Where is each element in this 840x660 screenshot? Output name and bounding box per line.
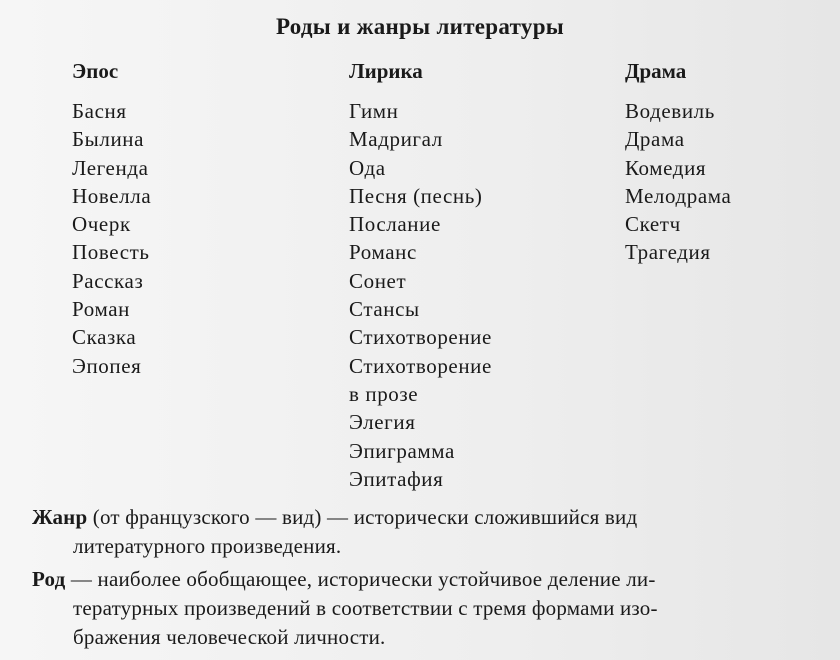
term: Род <box>32 567 66 591</box>
genre-item: Водевиль <box>625 99 715 123</box>
genre-item: Эпопея <box>72 353 142 378</box>
column-drama <box>625 57 731 267</box>
genre-item: Скетч <box>625 212 681 237</box>
genre-list <box>625 97 731 267</box>
genre-item: Комедия <box>625 155 707 180</box>
genre-item: Стихотворение <box>349 325 492 350</box>
genre-item: в прозе <box>349 381 419 406</box>
genre-list <box>349 97 492 493</box>
definition-genre <box>32 503 832 532</box>
genre-item: Повесть <box>72 240 150 265</box>
column-heading: Лирика <box>349 59 423 83</box>
genre-item: Песня (песнь) <box>349 183 483 208</box>
column-lyrics <box>349 57 492 493</box>
genre-item: Гимн <box>349 99 399 123</box>
definition-text: тературных произведений в соответствии с тремя формами изо- <box>73 596 658 620</box>
genre-item: Легенда <box>72 155 149 180</box>
genre-item: Эпитафия <box>349 466 444 491</box>
genre-item: Элегия <box>349 410 416 435</box>
genre-item: Ода <box>349 155 386 180</box>
definition-text: (от французского — вид) — исторически сложившийся вид <box>87 505 638 529</box>
column-epos <box>72 57 151 380</box>
definition-text: — наиболее обобщающее, исторически устойчивое деление ли- <box>65 567 656 591</box>
genre-item: Романс <box>349 240 417 265</box>
genre-item: Стансы <box>349 297 420 322</box>
definition-text: бражения человеческой личности. <box>73 625 386 649</box>
genre-item: Трагедия <box>625 240 711 265</box>
genre-item: Послание <box>349 212 441 237</box>
genre-item: Новелла <box>72 183 152 208</box>
definition-text: литературного произведения. <box>73 534 342 558</box>
genre-item: Сказка <box>72 325 137 350</box>
definitions <box>32 503 832 652</box>
genre-item: Эпиграмма <box>349 438 455 463</box>
column-heading: Эпос <box>72 59 119 83</box>
genre-item: Рассказ <box>72 268 144 293</box>
genre-list <box>72 97 151 380</box>
column-heading: Драма <box>625 59 687 83</box>
genre-item: Драма <box>625 127 685 152</box>
genre-item: Басня <box>72 99 127 123</box>
genre-item: Мелодрама <box>625 183 732 208</box>
genre-item: Роман <box>72 297 130 322</box>
definition-kind <box>32 565 832 594</box>
genre-item: Былина <box>72 127 145 152</box>
genre-item: Мадригал <box>349 127 443 152</box>
term: Жанр <box>32 505 88 529</box>
genre-item: Стихотворение <box>349 353 492 378</box>
page-title: Роды и жанры литературы <box>275 14 565 39</box>
genre-item: Сонет <box>349 268 407 293</box>
genre-item: Очерк <box>72 212 131 237</box>
